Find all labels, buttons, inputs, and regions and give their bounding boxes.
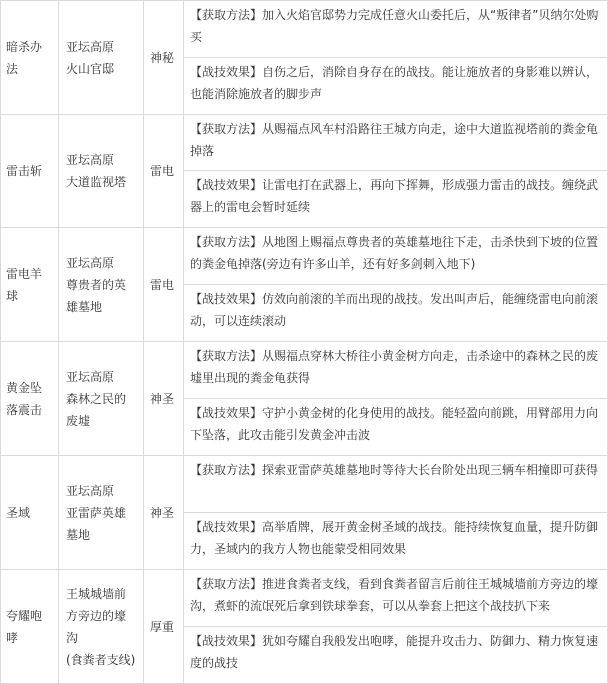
- acquire-method-cell: 【获取方法】推进食粪者支线，看到食粪者留言后前往王城城墙前方旁边的壕沟，煮虾的流氓死后拿到铁球拳套，可以从拳套上把这个战技扒下来: [184, 570, 608, 627]
- skill-name-cell: 夸耀咆哮: [1, 570, 59, 684]
- skill-name-cell: 雷击斩: [1, 115, 59, 228]
- location-line: 亚坛高原: [66, 369, 115, 384]
- acquire-method-cell: 【获取方法】从地图上赐福点尊贵者的英雄墓地往下走，击杀快到下坡的位置的粪金龟掉落(旁边有许多山羊，还有好多剑刺入地下): [184, 228, 608, 285]
- attribute-cell: 神圣: [144, 456, 184, 570]
- attribute-cell: 神圣: [144, 342, 184, 456]
- location-cell: [59, 570, 144, 684]
- location-line: (食粪者支线): [66, 652, 136, 667]
- skill-name-cell: 暗杀办法: [1, 1, 59, 115]
- attribute-cell: 厚重: [144, 570, 184, 684]
- attribute-cell: 雷电: [144, 228, 184, 342]
- skill-name-cell: 圣域: [1, 456, 59, 570]
- location-line: 火山官邸: [66, 61, 115, 76]
- location-cell: [59, 456, 144, 570]
- location-line: 王城城墙前方旁边的壕沟: [66, 586, 127, 645]
- attribute-cell: 雷电: [144, 115, 184, 228]
- table-row: [1, 456, 608, 513]
- location-line: 森林之民的废墟: [66, 391, 127, 428]
- table-row: [1, 342, 608, 399]
- table-row: [1, 1, 608, 58]
- acquire-method-cell: 【获取方法】探索亚雷萨英雄墓地时等待大长台阶处出现三辆车相撞即可获得: [184, 456, 608, 513]
- location-line: 亚坛高原: [66, 153, 115, 167]
- location-cell: [59, 115, 144, 228]
- skill-name-cell: 黄金坠落震击: [1, 342, 59, 456]
- location-cell: [59, 342, 144, 456]
- table-row: [1, 115, 608, 171]
- skill-name-cell: 雷电羊球: [1, 228, 59, 342]
- location-line: 尊贵者的英雄墓地: [66, 277, 127, 314]
- acquire-method-cell: 【获取方法】从赐福点风车村沿路往王城方向走，途中大道监视塔前的粪金龟掉落: [184, 115, 608, 171]
- skill-effect-cell: 【战技效果】自伤之后，消除自身存在的战技。能让施放者的身影难以辨认，也能消除施放者的脚步声: [184, 58, 608, 115]
- skill-effect-cell: 【战技效果】让雷电打在武器上，再向下挥舞，形成强力雷击的战技。缠绕武器上的雷电会暂时延续: [184, 171, 608, 228]
- table-row: [1, 228, 608, 285]
- attribute-cell: 神秘: [144, 1, 184, 115]
- skill-effect-cell: 【战技效果】犹如夸耀自我般发出咆哮，能提升攻击力、防御力、精力恢复速度的战技: [184, 627, 608, 684]
- location-cell: [59, 228, 144, 342]
- skill-effect-cell: 【战技效果】高举盾牌，展开黄金树圣域的战技。能持续恢复血量，提升防御力，圣域内的我方人物也能蒙受相同效果: [184, 513, 608, 570]
- location-line: 亚雷萨英雄墓地: [66, 505, 127, 542]
- location-line: 亚坛高原: [66, 483, 115, 498]
- location-line: 大道监视塔: [66, 175, 127, 189]
- acquire-method-cell: 【获取方法】从赐福点穿林大桥往小黄金树方向走，击杀途中的森林之民的废墟里出现的粪金龟获得: [184, 342, 608, 399]
- skill-effect-cell: 【战技效果】仿效向前滚的羊而出现的战技。发出叫声后，能缠绕雷电向前滚动，可以连续滚动: [184, 285, 608, 342]
- location-line: 亚坛高原: [66, 39, 115, 54]
- location-cell: [59, 1, 144, 115]
- table-row: [1, 570, 608, 627]
- acquire-method-cell: 【获取方法】加入火焰官邸势力完成任意火山委托后，从“叛律者”贝纳尔处购买: [184, 1, 608, 58]
- location-line: 亚坛高原: [66, 255, 115, 270]
- skill-effect-cell: 【战技效果】守护小黄金树的化身使用的战技。能轻盈向前跳，用臂部用力向下坠落，此攻击能引发黄金冲击波: [184, 399, 608, 456]
